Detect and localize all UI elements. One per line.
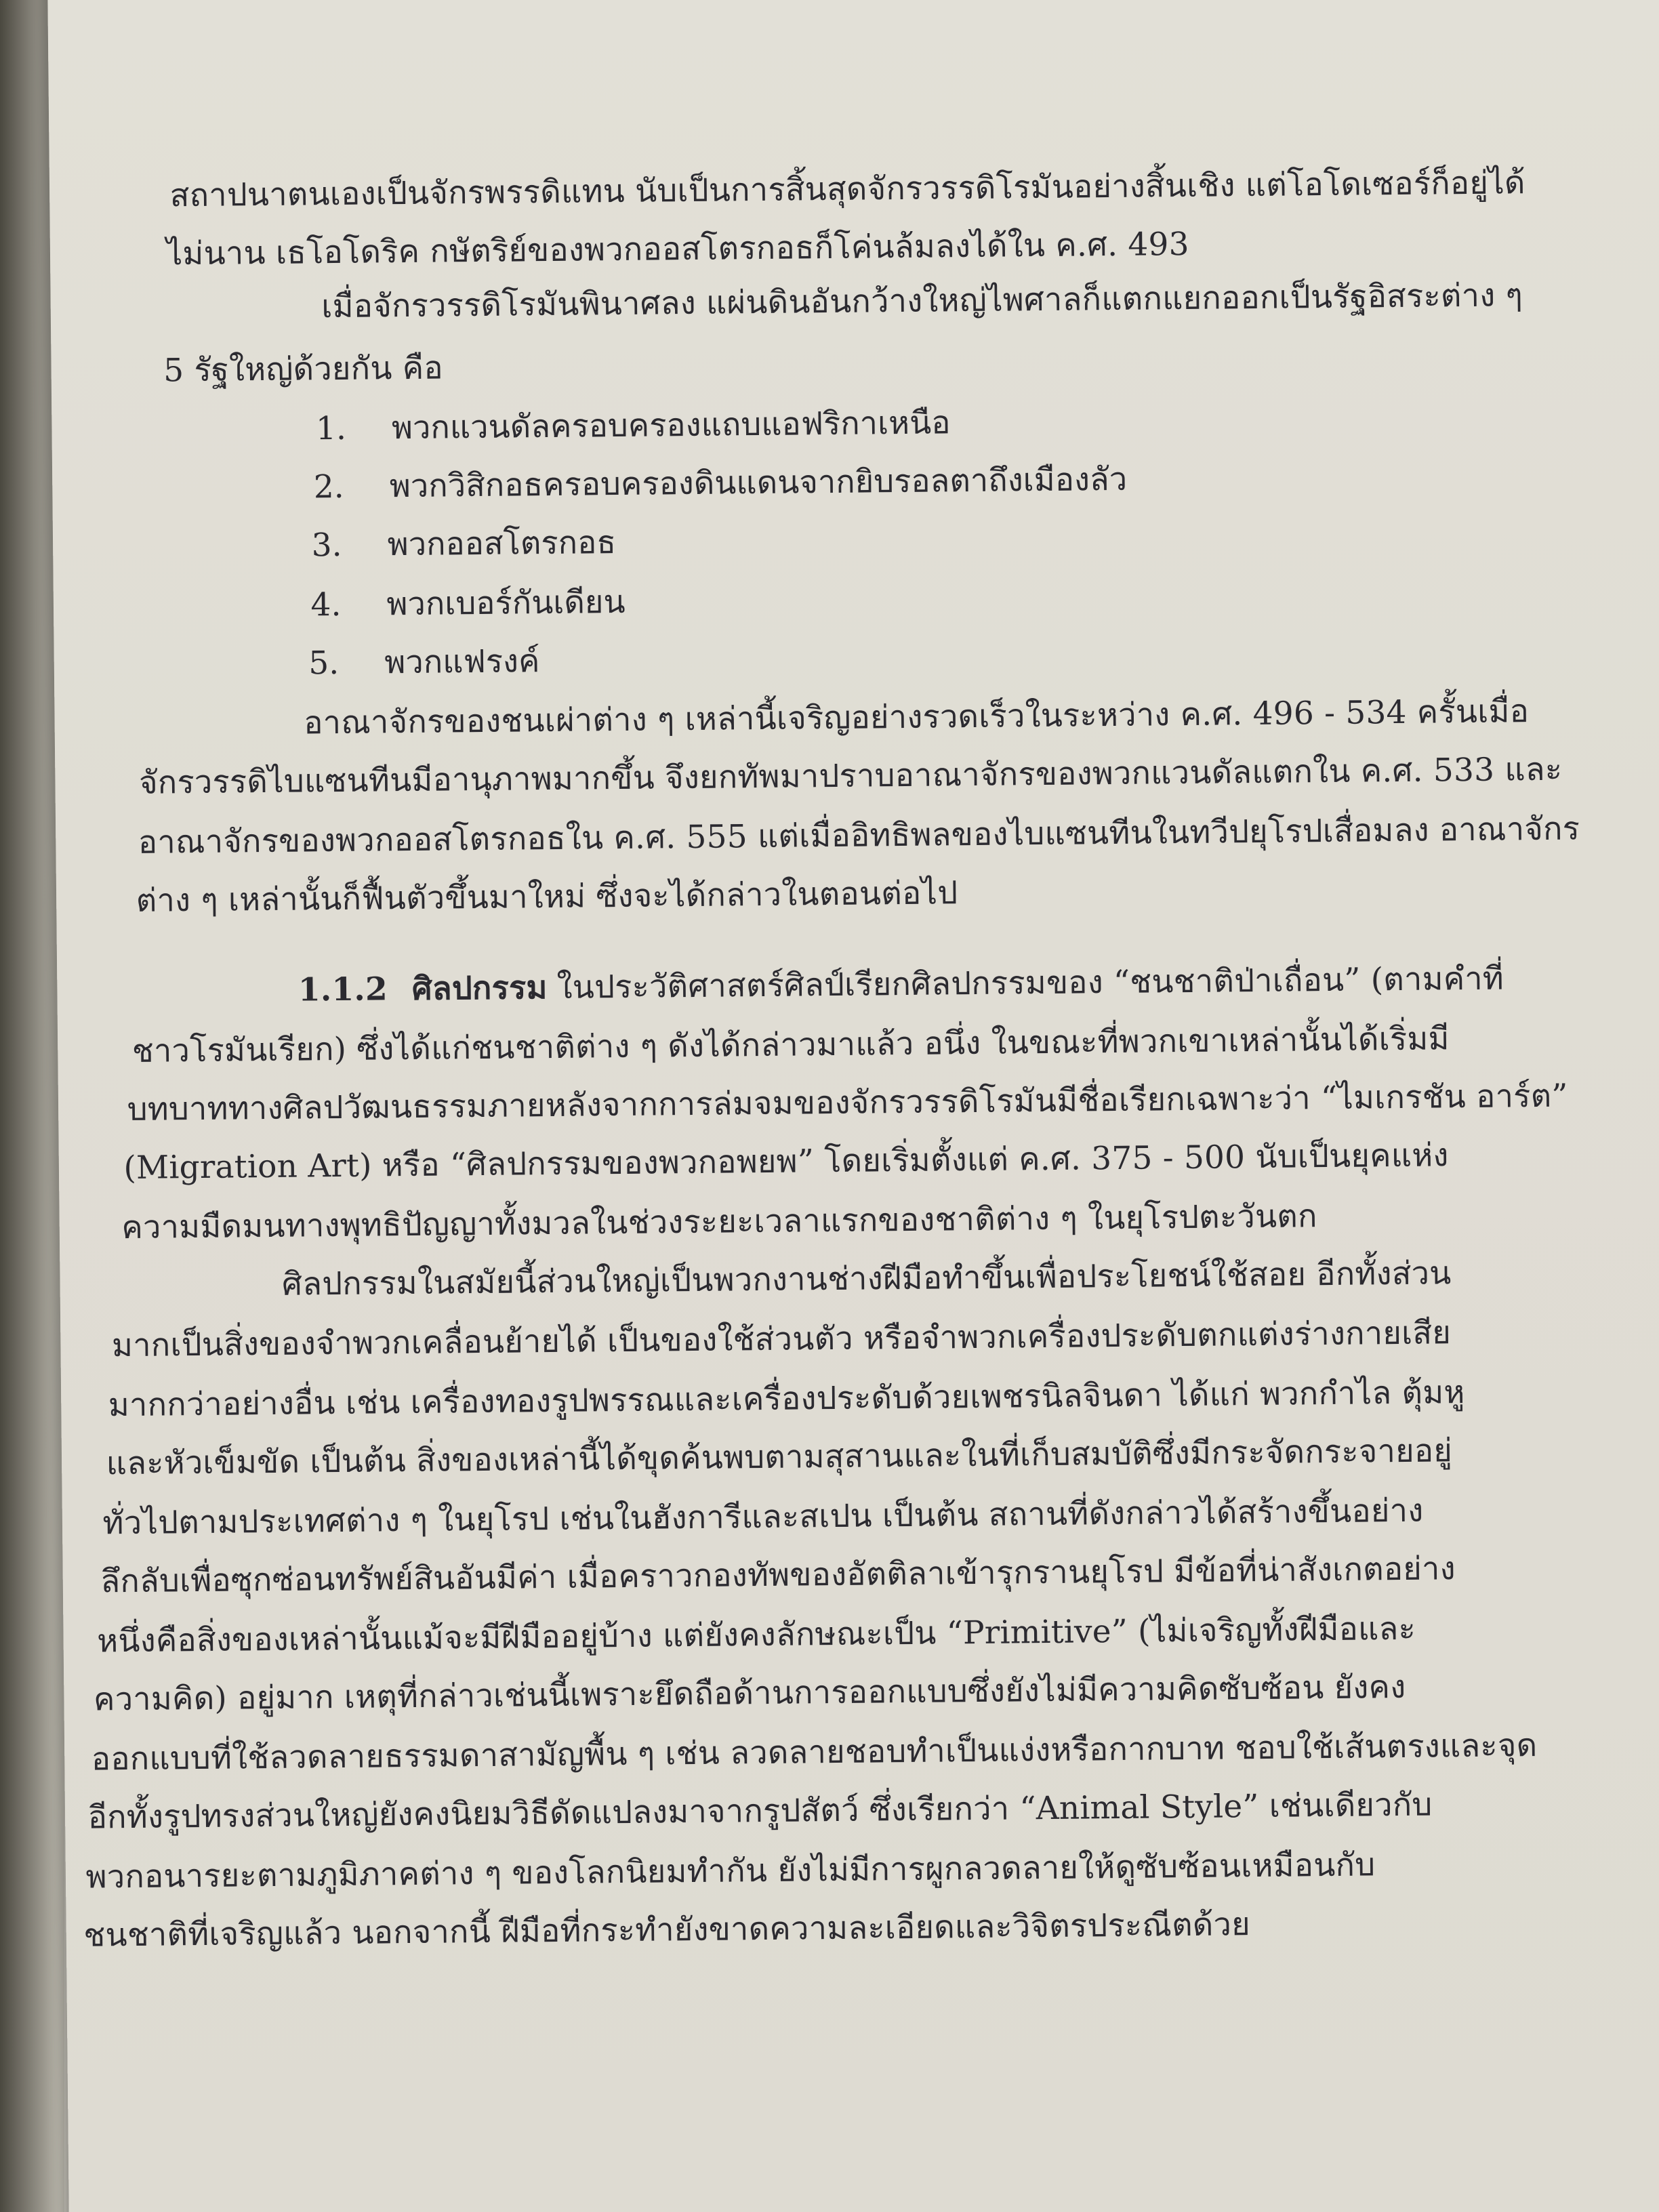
list-text: พวกวิสิกอธครอบครองดินแดนจากยิบรอลตาถึงเมืองลัว [389,460,1128,506]
text-line: อีกทั้งรูปทรงส่วนใหญ่ยังคงนิยมวิธีดัดแปลงมาจากรูปสัตว์ ซึ่งเรียกว่า “Animal Style” เช่นเดียวกับ [87,1786,1433,1837]
text-line: ศิลปกรรมในสมัยนี้ส่วนใหญ่เป็นพวกงานช่างฝีมือทำขึ้นเพื่อประโยชน์ใช้สอย อีกทั้งส่วน [281,1254,1452,1303]
text-line: อาณาจักรของพวกออสโตรกอธใน ค.ศ. 555 แต่เมื่ออิทธิพลของไบแซนทีนในทวีปยุโรปเสื่อมลง อาณาจักร [138,810,1580,861]
section-first-line-text: ในประวัติศาสตร์ศิลป์เรียกศิลปกรรมของ “ชนชาติป่าเถื่อน” (ตามคำที่ [556,960,1504,1006]
section-heading-line [298,959,1504,1011]
text-line: เมื่อจักรวรรดิโรมันพินาศลง แผ่นดินอันกว้างใหญ่ไพศาลก็แตกแยกออกเป็นรัฐอิสระต่าง ๆ [321,276,1523,326]
text-line: มากกว่าอย่างอื่น เช่น เครื่องทองรูปพรรณและเครื่องประดับด้วยเพชรนิลจินดา ได้แก่ พวกกำไล ตุ้มหู [108,1374,1465,1425]
list-item [308,641,540,684]
list-item [310,582,626,626]
text-line: ความมืดมนทางพุทธิปัญญาทั้งมวลในช่วงระยะเวลาแรกของชาติต่าง ๆ ในยุโรปตะวันตก [121,1197,1317,1247]
list-text: พวกแวนดัลครอบครองแถบแอฟริกาเหนือ [391,404,951,447]
list-item [314,459,1128,508]
list-item [311,523,616,566]
list-text: พวกแฟรงค์ [384,642,540,682]
text-line: ไม่นาน เธโอโดริค กษัตริย์ของพวกออสโตรกอธก็โค่นล้มลงได้ใน ค.ศ. 493 [166,225,1189,273]
text-line: จักรวรรดิไบแซนทีนมีอานุภาพมากขึ้น จึงยกทัพมาปราบอาณาจักรของพวกแวนดัลแตกใน ค.ศ. 533 และ [138,750,1563,802]
list-text: พวกออสโตรกอธ [387,524,617,564]
list-item [316,403,951,449]
text-line: 5 รัฐใหญ่ด้วยกัน คือ [163,349,444,390]
list-number: 4. [310,586,342,624]
text-line: ทั่วไปตามประเทศต่าง ๆ ในยุโรป เช่นในฮังการีและสเปน เป็นต้น สถานที่ดังกล่าวได้สร้างขึ้นอย่าง [102,1492,1424,1542]
list-number: 1. [315,409,347,448]
text-line: ชาวโรมันเรียก) ซึ่งได้แก่ชนชาติต่าง ๆ ดังได้กล่าวมาแล้ว อนึ่ง ในขณะที่พวกเขาเหล่านั้นได้เริ่มมี [131,1020,1450,1070]
text-line: ลึกลับเพื่อซุกซ่อนทรัพย์สินอันมีค่า เมื่อคราวกองทัพของอัตติลาเข้ารุกรานยุโรป มีข้อที่น่าสังเกตอย่าง [100,1550,1456,1601]
text-line: ความคิด) อยู่มาก เหตุที่กล่าวเช่นนี้เพราะยึดถือด้านการออกแบบซึ่งยังไม่มีความคิดซับซ้อน ยังคง [93,1668,1406,1719]
text-line: บทบาททางศิลปวัฒนธรรมภายหลังจากการล่มจมของจักรวรรดิโรมันมีชื่อเรียกเฉพาะว่า “ไมเกรชัน อาร์ต” [127,1077,1568,1129]
text-line: (Migration Art) หรือ “ศิลปกรรมของพวกอพยพ” โดยเริ่มตั้งแต่ ค.ศ. 375 - 500 นับเป็นยุคแห่ง [123,1136,1449,1187]
text-line: ชนชาติที่เจริญแล้ว นอกจากนี้ ฝีมือที่กระทำยังขาดความละเอียดและวิจิตรประณีตด้วย [83,1906,1251,1954]
list-number: 5. [308,644,340,682]
section-number: 1.1.2 [298,970,388,1009]
list-number: 3. [311,526,342,565]
text-line: ออกแบบที่ใช้ลวดลายธรรมดาสามัญพื้น ๆ เช่น ลวดลายชอบทำเป็นแง่งหรือกากบาท ชอบใช้เส้นตรงและจุด [91,1727,1538,1778]
list-number: 2. [313,468,344,506]
section-title: ศิลปกรรม [411,969,548,1008]
text-line: อาณาจักรของชนเผ่าต่าง ๆ เหล่านี้เจริญอย่างรวดเร็วในระหว่าง ค.ศ. 496 - 534 ครั้นเมื่อ [303,693,1530,742]
text-line: พวกอนารยะตามภูมิภาคต่าง ๆ ของโลกนิยมทำกัน ยังไม่มีการผูกลวดลายให้ดูซับซ้อนเหมือนกับ [85,1846,1376,1896]
text-line: หนึ่งคือสิ่งของเหล่านั้นแม้จะมีฝีมืออยู่บ้าง แต่ยังคงลักษณะเป็น “Primitive” (ไม่เจริญทั้งฝีมือและ [96,1610,1416,1660]
text-line: ต่าง ๆ เหล่านั้นก็ฟื้นตัวขึ้นมาใหม่ ซึ่งจะได้กล่าวในตอนต่อไป [136,874,958,920]
text-line: มากเป็นสิ่งของจำพวกเคลื่อนย้ายได้ เป็นของใช้ส่วนตัว หรือจำพวกเครื่องประดับตกแต่งร่างกายเสีย [111,1314,1452,1365]
text-line: สถาปนาตนเองเป็นจักรพรรดิแทน นับเป็นการสิ้นสุดจักรวรรดิโรมันอย่างสิ้นเชิง แต่โอโดเซอร์ก็อยู่ได้ [169,164,1525,215]
list-text: พวกเบอร์กันเดียน [386,583,626,623]
text-line: และหัวเข็มขัด เป็นต้น สิ่งของเหล่านี้ได้ขุดค้นพบตามสุสานและในที่เก็บสมบัติซึ่งมีกระจัดกระจายอยู่ [106,1432,1453,1483]
